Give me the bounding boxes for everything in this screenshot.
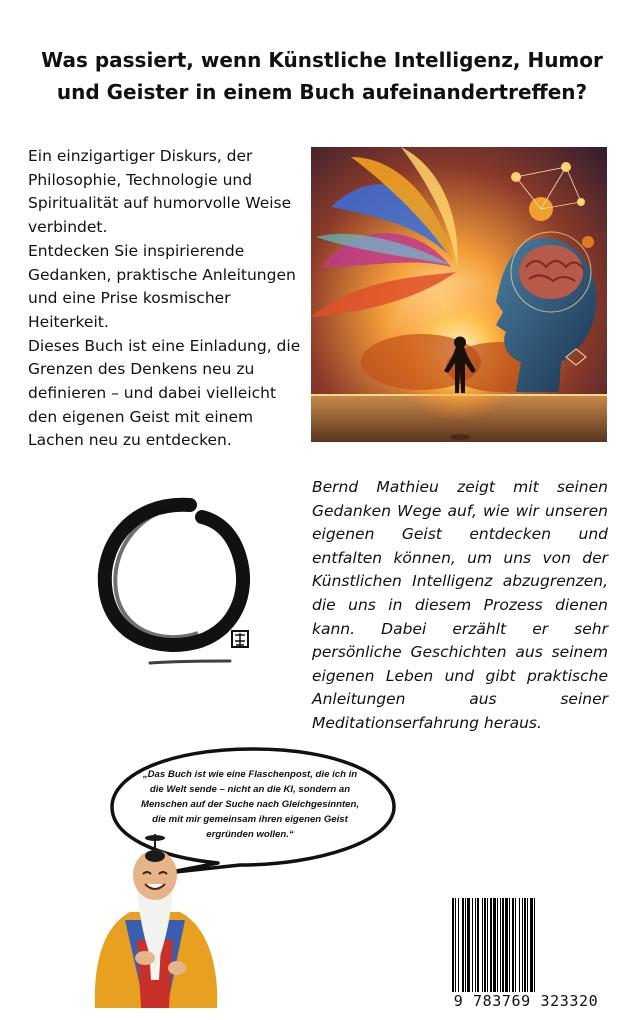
barcode-bar <box>534 898 535 992</box>
barcode-bar <box>465 898 466 992</box>
intro-text <box>28 145 310 453</box>
intro-paragraph-1: Ein einzigartiger Diskurs, der Philosophie, Technologie und Spiritualität auf humorvolle Weise verbindet. <box>28 147 292 237</box>
barcode-bar <box>512 898 514 992</box>
barcode-bar <box>475 898 476 992</box>
barcode-bar <box>505 898 508 992</box>
enso-brush-circle <box>90 493 260 673</box>
intro-paragraph-2: Entdecken Sie inspirierende Gedanken, praktische Anleitungen und eine Prise kosmischer Heiterkeit. <box>28 241 296 331</box>
barcode-bar <box>515 898 516 992</box>
barcode-bar <box>493 898 496 992</box>
isbn-barcode <box>448 896 604 1016</box>
barcode-bar <box>497 898 498 992</box>
barcode-bar <box>519 898 520 992</box>
headline-line-1: Was passiert, wenn Künstliche Intelligenz, Humor <box>41 48 603 72</box>
barcode-bar <box>458 898 459 992</box>
barcode-bars <box>452 898 600 992</box>
headline <box>0 44 644 108</box>
barcode-bar <box>455 898 456 992</box>
isbn-number: 9 783769 323320 <box>453 992 599 1010</box>
quote-text: „Das Buch ist wie eine Flaschenpost, die ich in die Welt sende – nicht an die KI, sondern an Menschen auf der Suche nach Gleichgesinnten, die mit mir gemeinsam ihren eigenen Geist ergründen wollen.“ <box>140 769 360 840</box>
enso-icon <box>90 493 260 673</box>
barcode-bar <box>487 898 488 992</box>
barcode-bar <box>522 898 523 992</box>
monk-figure <box>85 830 225 1008</box>
barcode-bar <box>502 898 504 992</box>
barcode-bar <box>490 898 492 992</box>
barcode-bar <box>482 898 483 992</box>
barcode-bar <box>452 898 454 992</box>
barcode-bar <box>477 898 479 992</box>
laughing-monk-illustration <box>85 830 225 1008</box>
barcode-bar <box>524 898 526 992</box>
barcode-bar <box>462 898 464 992</box>
barcode-bar <box>527 898 528 992</box>
cosmic-illustration <box>311 147 607 442</box>
cosmic-illustration-art <box>311 147 607 442</box>
intro-paragraph-3: Dieses Buch ist eine Einladung, die Grenzen des Denkens neu zu definieren – und dabei vielleicht den eigenen Geist mit einem Lachen neu zu entdecken. <box>28 336 301 450</box>
barcode-bar <box>484 898 486 992</box>
barcode-bar <box>500 898 501 992</box>
barcode-bar <box>509 898 510 992</box>
barcode-bar <box>472 898 473 992</box>
barcode-bar <box>530 898 533 992</box>
barcode-bar <box>467 898 470 992</box>
headline-line-2: und Geister in einem Buch aufeinandertreffen? <box>56 80 588 104</box>
author-description: Bernd Mathieu zeigt mit seinen Gedanken Wege auf, wie wir unseren eigenen Geist entdecken und entfalten können, um uns von der Künstlichen Intelligenz abzugrenzen, die uns in diesem Prozess dienen kann. Dabei erzählt er sehr persönliche Geschichten aus seinem eigenen Leben und gibt praktische Anleitungen aus seiner Meditationserfahrung heraus. <box>312 478 608 732</box>
